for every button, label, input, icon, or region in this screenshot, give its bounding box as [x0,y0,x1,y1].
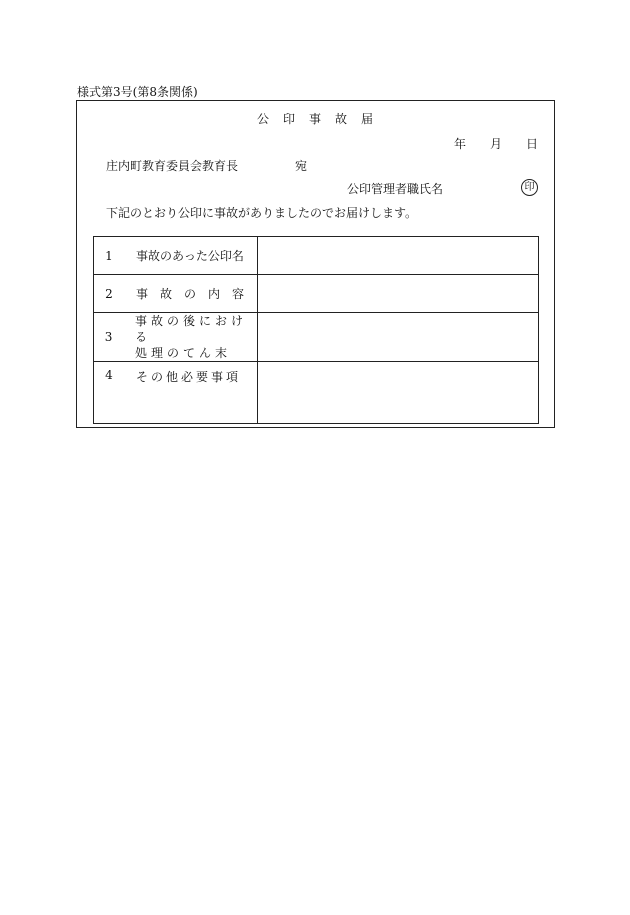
report-table [93,236,539,424]
body-text: 下記のとおり公印に事故がありましたのでお届けします。 [106,206,418,220]
row-label-cell [94,362,258,424]
row-number: 3 [104,330,113,344]
table-row [94,275,539,313]
honorific: 宛 [295,159,308,173]
row-label: 事故のあった公印名 [136,249,244,263]
row-label-cell [94,275,258,313]
row-value-cell[interactable] [258,362,539,424]
row-label-line1: 事故の後における [135,314,248,344]
table-row [94,237,539,275]
date-month-label: 月 [490,137,503,151]
date-day-label: 日 [526,137,539,151]
row-number: 1 [105,248,113,263]
row-number: 4 [105,368,113,382]
row-label-cell [94,313,258,362]
row-label-line2: 処理のてん末 [135,346,232,360]
table-row [94,362,539,424]
row-number: 2 [105,286,113,301]
seal-icon: 印 [521,179,538,196]
manager-name-label: 公印管理者職氏名 [347,182,444,196]
table-row [94,313,539,362]
row-value-cell[interactable] [258,237,539,275]
row-value-cell[interactable] [258,275,539,313]
addressee: 庄内町教育委員会教育長 [106,159,239,173]
document-title: 公印事故届 [256,112,387,126]
row-value-cell[interactable] [258,313,539,362]
row-label: その他必要事項 [136,370,242,384]
form-number-label: 様式第3号(第8条関係) [77,85,198,99]
row-label-cell [94,237,258,275]
row-label: 事故の内容 [136,287,257,301]
date-year-label: 年 [454,137,467,151]
